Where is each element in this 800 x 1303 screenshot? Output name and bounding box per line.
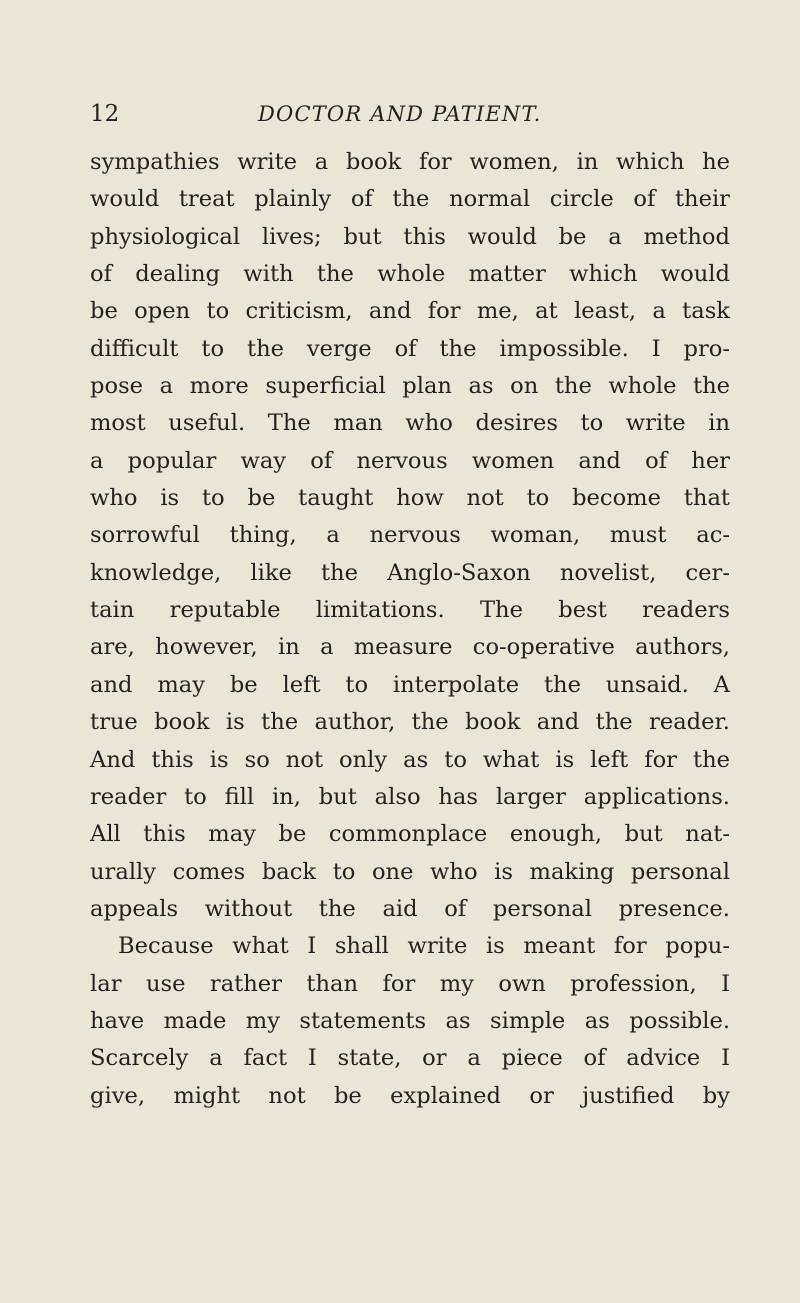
text-line: reader to fill in, but also has larger applications. [90, 783, 730, 810]
text-line: sorrowful thing, a nervous woman, must ac- [90, 522, 730, 549]
text-line: urally comes back to one who is making personal [90, 858, 730, 885]
running-header [0, 97, 800, 131]
text-line: knowledge, like the Anglo-Saxon novelist, cer- [90, 559, 730, 586]
text-line: Scarcely a fact I state, or a piece of advice I [90, 1045, 730, 1072]
running-title: DOCTOR AND PATIENT. [258, 102, 542, 126]
text-line: true book is the author, the book and the reader. [90, 709, 730, 736]
text-line: physiological lives; but this would be a method [90, 223, 730, 250]
paragraph-start-line: Because what I shall write is meant for popu- [118, 933, 730, 960]
page-number: 12 [90, 101, 120, 127]
text-line: pose a more superficial plan as on the whole the [90, 373, 730, 400]
text-line: have made my statements as simple as possible. [90, 1007, 730, 1034]
text-line: tain reputable limitations. The best readers [90, 597, 730, 624]
text-line: of dealing with the whole matter which would [90, 261, 730, 288]
text-line: who is to be taught how not to become that [90, 485, 730, 512]
text-line: appeals without the aid of personal presence. [90, 895, 730, 922]
text-line: lar use rather than for my own profession, I [90, 970, 730, 997]
text-line: a popular way of nervous women and of her [90, 447, 730, 474]
text-line: difficult to the verge of the impossible. I pro- [90, 335, 730, 362]
text-line: All this may be commonplace enough, but nat- [90, 821, 730, 848]
text-line: and may be left to interpolate the unsaid. A [90, 671, 730, 698]
text-line: most useful. The man who desires to write in [90, 410, 730, 437]
text-line: would treat plainly of the normal circle of their [90, 186, 730, 213]
text-line: are, however, in a measure co-operative authors, [90, 634, 730, 661]
text-line: give, might not be explained or justified by [90, 1082, 730, 1109]
text-line: And this is so not only as to what is left for the [90, 746, 730, 773]
text-line: sympathies write a book for women, in which he [90, 149, 730, 175]
body-text [90, 144, 730, 1115]
text-line: be open to criticism, and for me, at least, a task [90, 298, 730, 325]
